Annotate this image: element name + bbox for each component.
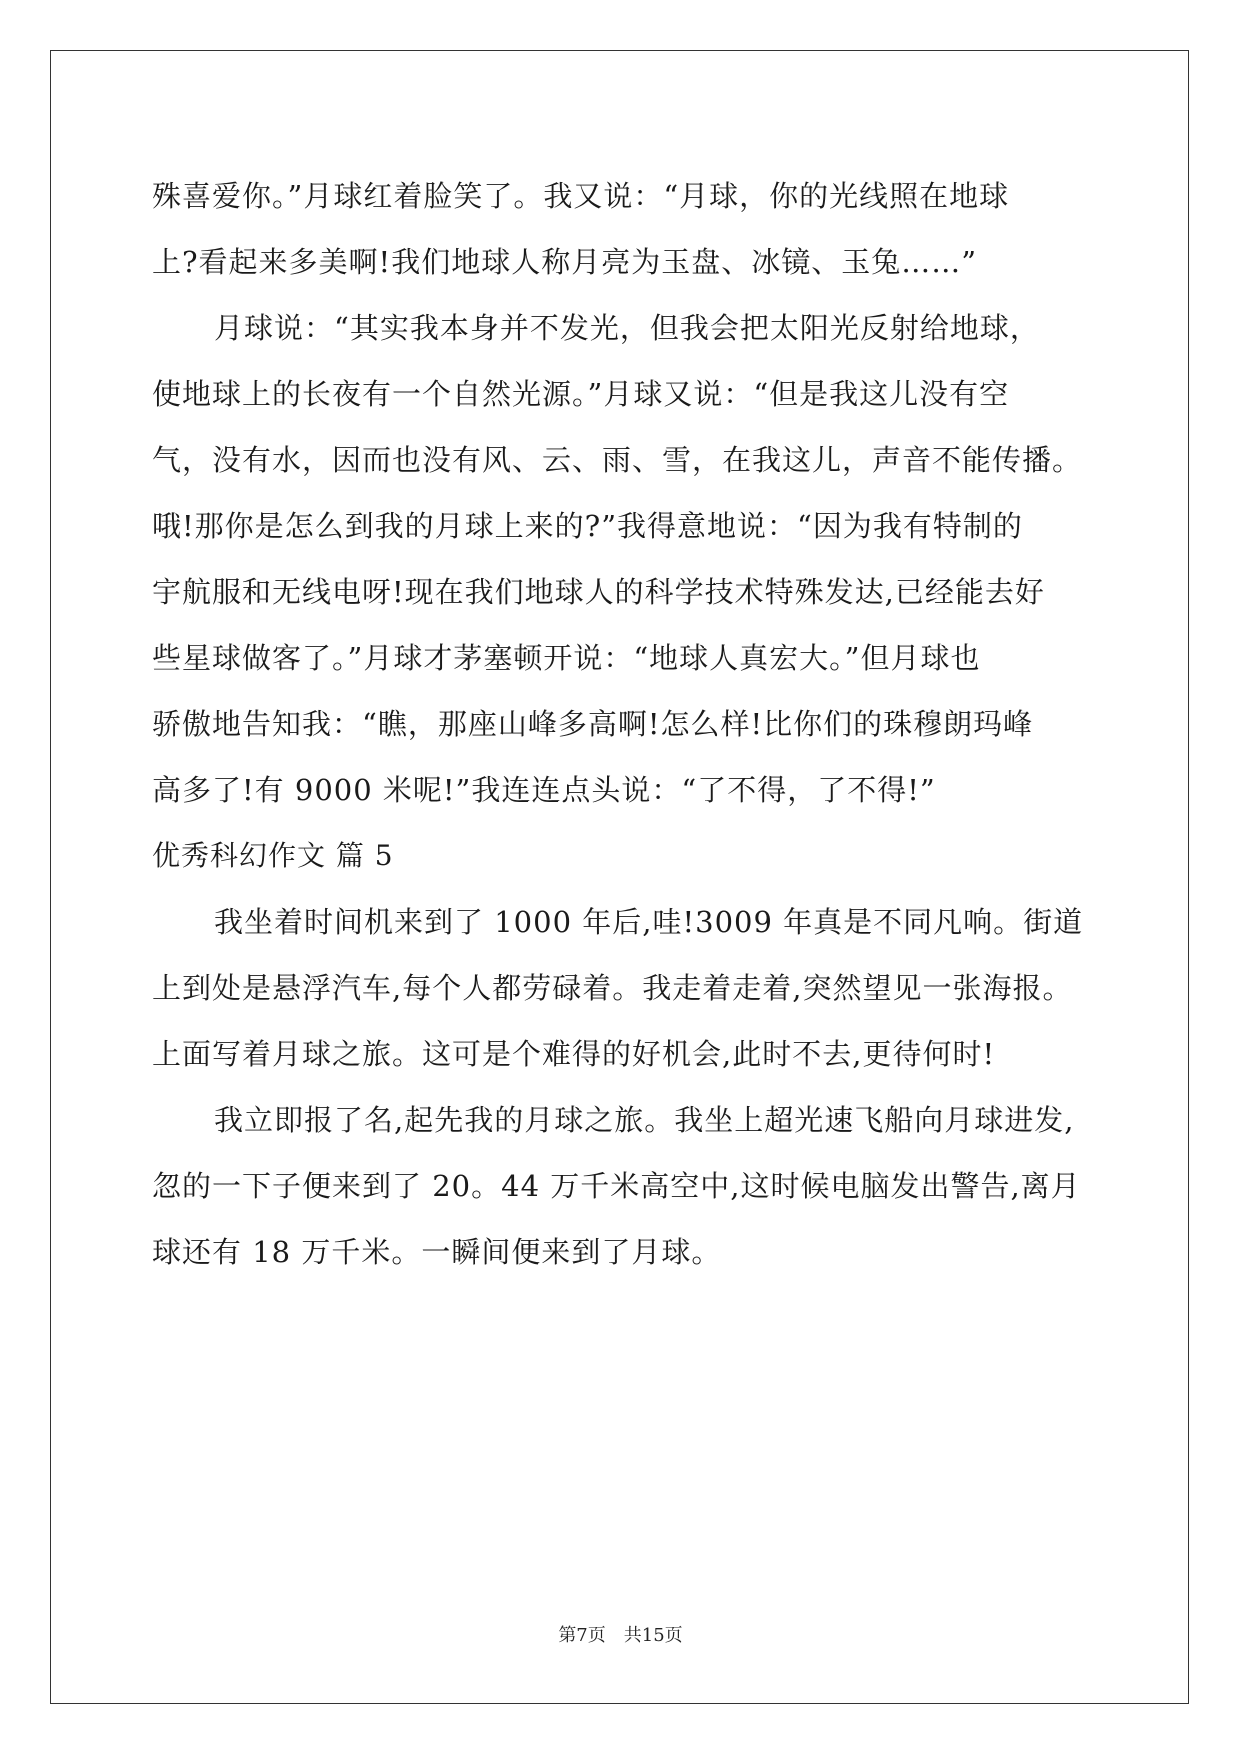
section-heading: 优秀科幻作文 篇 5 — [152, 839, 394, 872]
page-number: 第7页 — [558, 1625, 606, 1646]
paragraph-start: 我立即报了名,起先我的月球之旅。我坐上超光速飞船向月球进发, — [214, 1103, 1075, 1137]
text-line: 气，没有水，因而也没有风、云、雨、雪，在我这儿，声音不能传播。 — [152, 443, 1083, 477]
page-footer — [0, 1621, 1241, 1647]
paragraph-start: 我坐着时间机来到了 1000 年后,哇!3009 年真是不同凡响。街道 — [214, 905, 1084, 939]
text-line: 骄傲地告知我：“瞧，那座山峰多高啊!怎么样!比你们的珠穆朗玛峰 — [152, 707, 1034, 741]
text-line: 宇航服和无线电呀!现在我们地球人的科学技术特殊发达,已经能去好 — [152, 575, 1045, 609]
text-line: 忽的一下子便来到了 20。44 万千米高空中,这时候电脑发出警告,离月 — [152, 1169, 1081, 1203]
text-line: 殊喜爱你。”月球红着脸笑了。我又说：“月球，你的光线照在地球 — [152, 179, 1010, 213]
document-body — [152, 163, 1102, 1285]
text-line: 些星球做客了。”月球才茅塞顿开说：“地球人真宏大。”但月球也 — [152, 641, 981, 675]
text-line: 使地球上的长夜有一个自然光源。”月球又说：“但是我这儿没有空 — [152, 377, 1010, 411]
page-total: 共15页 — [623, 1625, 683, 1646]
paragraph-start: 月球说：“其实我本身并不发光，但我会把太阳光反射给地球， — [214, 311, 1040, 345]
text-line: 高多了!有 9000 米呢!”我连连点头说：“了不得，了不得!” — [152, 773, 936, 807]
text-line: 上?看起来多美啊!我们地球人称月亮为玉盘、冰镜、玉兔……” — [152, 245, 978, 279]
text-line: 上到处是悬浮汽车,每个人都劳碌着。我走着走着,突然望见一张海报。 — [152, 971, 1073, 1005]
text-line: 球还有 18 万千米。一瞬间便来到了月球。 — [152, 1235, 722, 1269]
text-line: 哦!那你是怎么到我的月球上来的?”我得意地说：“因为我有特制的 — [152, 509, 1023, 543]
text-line: 上面写着月球之旅。这可是个难得的好机会,此时不去,更待何时! — [152, 1037, 996, 1071]
